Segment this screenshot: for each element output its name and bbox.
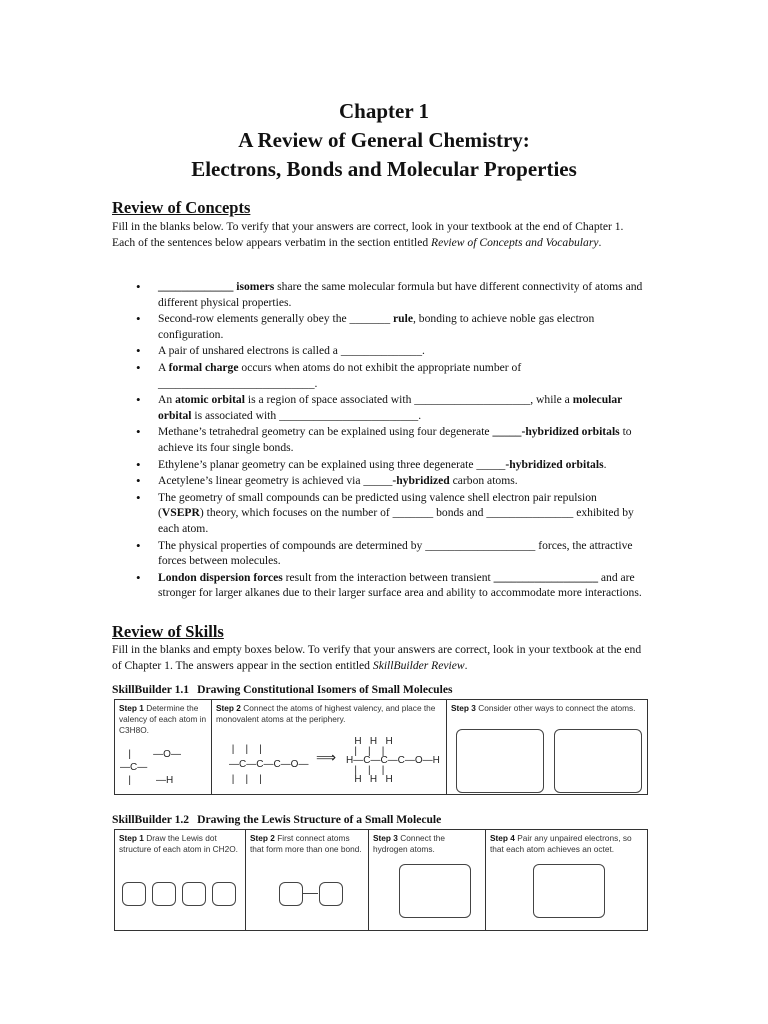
step-text: Determine the valency of each atom in C3H8O. [119,703,207,735]
valency-diagram: | —O— —C— | —H [120,749,181,786]
skillbuilder-number: SkillBuilder 1.1 [112,683,190,696]
chapter-title [0,97,768,184]
concept-item [112,360,644,391]
concept-text: An [158,393,176,407]
atom-box[interactable] [212,882,236,906]
step-label: Step 1 [119,833,144,843]
section-heading: Review of Skills [112,622,224,641]
concept-item [112,392,644,423]
intro-italic: Review of Concepts and Vocabulary [431,235,599,249]
concept-text: Acetylene’s linear geometry is achieved via _____ [158,474,393,488]
concept-text: share the same molecular formula but have different connectivity of atoms and different physical properties. [158,280,643,309]
intro-text: . [598,235,602,249]
concept-item [112,473,644,489]
answer-box[interactable] [533,864,605,918]
concept-item [112,570,644,601]
intro-text: Fill in the blanks and empty boxes below. To verify that your answers are correct, look in your textbook at the end of Chapter 1. The answers appear in the section entitled [112,643,642,672]
carbon-chain-diagram: | | | —C—C—C—O— | | | [229,744,309,785]
concept-text: is a region of space associated with ____________________, while a [244,393,573,407]
concept-item [112,279,644,310]
concept-text: , bonding to achieve noble gas electron configuration. [158,312,595,341]
step-text: Consider other ways to connect the atoms. [478,703,636,713]
step-label: Step 4 [490,833,515,843]
concept-text: Second-row elements generally obey the _______ [158,312,394,326]
concept-text: VSEPR [161,506,200,520]
concept-text: The geometry of small compounds can be predicted using valence shell electron pair repulsion ( [158,490,597,520]
concept-text: -hybridized orbitals [505,457,604,471]
step-cell [115,830,246,931]
atom-box[interactable] [152,882,176,906]
step-label: Step 1 [119,703,144,713]
propanol-structure: H H H | | | H—C—C—C—O—H | | | H H H [346,736,440,785]
step-text: Connect the hydrogen atoms. [373,833,445,854]
concept-item [112,538,644,569]
arrow-icon: ⟹ [316,749,337,765]
concept-text: A [158,360,169,374]
concept-list [112,279,644,602]
answer-box[interactable] [456,729,544,793]
concept-text: ) theory, which focuses on the number of _______ bonds and _______________ exhibited by each atom. [158,506,634,535]
concept-text: Ethylene’s planar geometry can be explained using three degenerate _____ [158,457,506,471]
skillbuilder-number: SkillBuilder 1.2 [112,813,190,826]
answer-box[interactable] [399,864,471,918]
step-label: Step 2 [216,703,241,713]
atom-box[interactable] [319,882,343,906]
skillbuilder-heading [112,813,449,826]
step-label: Step 2 [250,833,275,843]
concept-text: _____________ isomers [158,280,275,293]
atom-box[interactable] [279,882,303,906]
concept-text: __________________ [493,570,598,584]
concept-text: Methane’s tetrahedral geometry can be explained using four degenerate [158,425,493,439]
atom-box[interactable] [182,882,206,906]
intro-text: Fill in the blanks below. To verify that your answers are correct, look in your textbook at the end of Chapter 1. Each of the sentences below appears verbatim in the section entitled [112,220,624,249]
concept-text: London dispersion forces [158,570,283,584]
step-cell [246,830,369,931]
concept-item [112,424,644,455]
concept-text: The physical properties of compounds are determined by ___________________ forces, the attractive forces between molecules. [158,538,633,568]
step-text: First connect atoms that form more than one bond. [250,833,362,854]
step-label: Step 3 [451,703,476,713]
concept-text: A pair of unshared electrons is called a ______________. [158,344,425,358]
concept-text: molecular orbital [158,393,623,422]
concept-item [112,311,644,342]
bond-line [302,893,318,894]
concepts-intro [112,219,644,250]
step-text: Pair any unpaired electrons, so that each atom achieves an octet. [490,833,632,854]
step-text: Connect the atoms of highest valency, and place the monovalent atoms at the periphery. [216,703,436,724]
concept-text: -hybridized [392,474,450,488]
concept-text: and are stronger for larger alkanes due to their larger surface area and ability to accommodate more interactions. [158,570,642,600]
concept-text: carbon atoms. [449,474,518,488]
intro-italic: SkillBuilder Review [372,658,465,672]
concept-text: . [603,457,607,471]
concept-text: formal charge [168,360,239,374]
skillbuilder-title: Drawing Constitutional Isomers of Small Molecules [197,683,453,696]
step-label: Step 3 [373,833,398,843]
concept-item [112,457,644,473]
concept-text: occurs when atoms do not exhibit the appropriate number of ___________________________. [158,360,522,390]
intro-text: . [464,658,468,672]
concept-item [112,343,644,359]
skills-intro [112,642,644,673]
atom-box[interactable] [122,882,146,906]
title-line: A Review of General Chemistry: [238,128,530,152]
concept-text: is associated with ________________________. [191,408,422,422]
concept-text: result from the interaction between transient [282,570,494,584]
skillbuilder-heading [112,683,460,696]
section-heading: Review of Concepts [112,198,251,217]
answer-box[interactable] [554,729,642,793]
concept-text: to achieve its four single bonds. [158,425,632,454]
skillbuilder-title: Drawing the Lewis Structure of a Small Molecule [197,813,442,826]
step-text: Draw the Lewis dot structure of each atom in CH2O. [119,833,238,854]
concept-text: _____-hybridized orbitals [492,425,620,439]
concept-text: rule [393,312,413,326]
title-line: Chapter 1 [338,99,430,123]
concept-item [112,490,644,537]
title-line: Electrons, Bonds and Molecular Properties [191,157,577,181]
concept-text: atomic orbital [175,393,245,407]
